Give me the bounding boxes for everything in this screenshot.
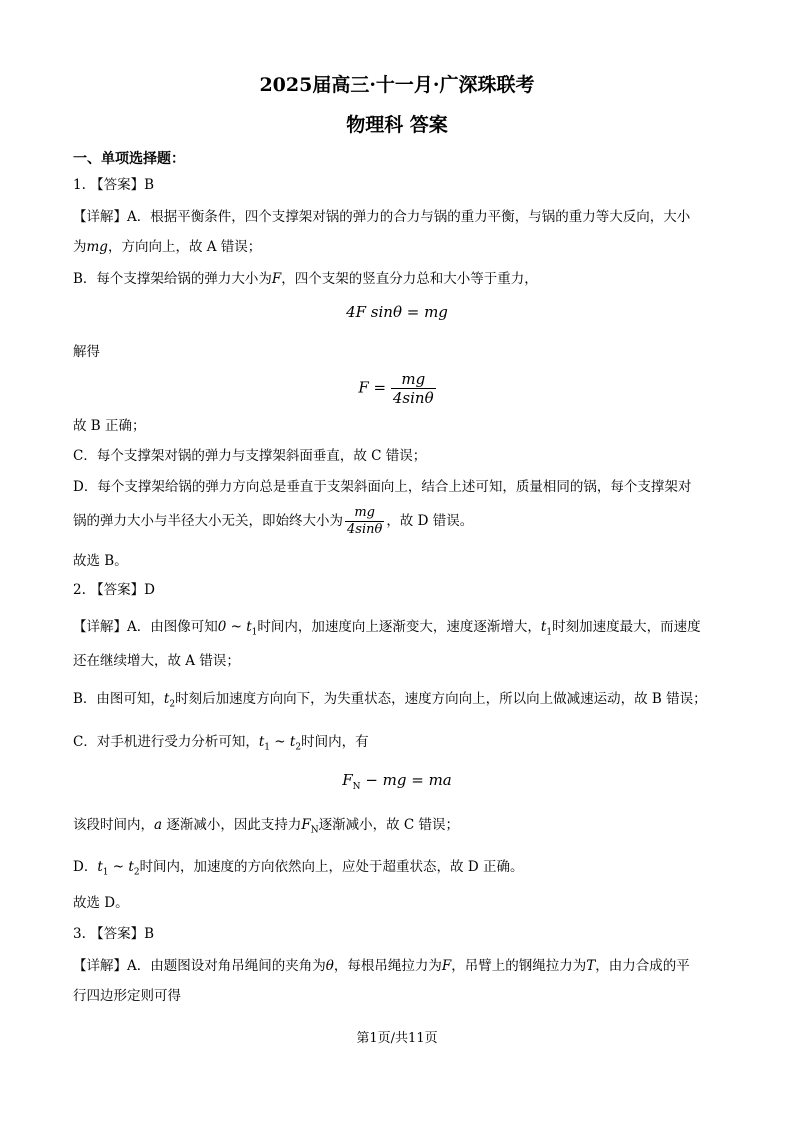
q2-explain-d: D．$t_1$ ~ $t_2$时间内，加速度的方向依然向上，应处于超重状态，故 D 正确。 — [73, 859, 524, 878]
page-subtitle: 物理科 答案 — [346, 114, 448, 136]
page-title: 2025届高三·十一月·广深珠联考 — [259, 74, 535, 96]
page-number: 第1页/共11页 — [356, 1031, 438, 1046]
q1-solve-label: 解得 — [73, 344, 100, 360]
q1-explain-a-line1: 【详解】A．根据平衡条件，四个支撑架对锅的弹力的合力与锅的重力平衡，与锅的重力等大反向，大小 — [73, 209, 691, 225]
q2-explain-c2: 该段时间内，a 逐渐减小，因此支持力$F_N$逐渐减小，故 C 错误； — [73, 817, 460, 836]
q1-b-result: 故 B 正确； — [73, 418, 146, 434]
fraction: $\frac{mg}{4\sin\theta}$ — [347, 505, 383, 537]
q1-explain-d-line2: 锅的弹力大小与半径大小无关，即始终大小为 $\frac{mg}{4\sin\theta}$ ，故 D 错误。 — [73, 505, 474, 537]
q2-explain-a-line2: 还在继续增大，故 A 错误； — [73, 653, 240, 669]
fraction: $\frac{mg}{4\sin\theta}$ — [392, 370, 434, 407]
q2-explain-b: B．由图可知，$t_2$时刻后加速度方向向下，为失重状态，速度方向向上，所以向上做减速运动，故 B 错误； — [73, 691, 707, 710]
q1-formula-result: F = $\frac{mg}{4\sin\theta}$ — [358, 370, 434, 407]
q1-explain-d-line1: D．每个支撑架给锅的弹力方向总是垂直于支架斜面向上，结合上述可知，质量相同的锅，每个支撑架对 — [73, 479, 692, 495]
q3-answer: 3. 【答案】B — [73, 926, 155, 942]
q1-answer: 1. 【答案】B — [73, 177, 155, 193]
q3-explain-a-line2: 行四边形定则可得 — [73, 988, 181, 1004]
q1-explain-b: B．每个支撑架给锅的弹力大小为F，四个支架的竖直分力总和大小等于重力， — [73, 271, 538, 287]
q2-answer: 2. 【答案】D — [73, 582, 155, 598]
q2-choose: 故选 D。 — [73, 895, 129, 911]
q2-formula: $F_N$ − mg = ma — [342, 771, 452, 792]
section-heading: 一、单项选择题： — [73, 151, 185, 167]
q3-explain-a-line1: 【详解】A．由题图设对角吊绳间的夹角为θ，每根吊绳拉力为F，吊臂上的钢绳拉力为T，由力合成的平 — [73, 958, 690, 974]
q1-explain-c: C．每个支撑架对锅的弹力与支撑架斜面垂直，故 C 错误； — [73, 448, 427, 464]
q1-explain-a-line2: 为mg，方向向上，故 A 错误； — [73, 239, 262, 255]
q2-explain-c: C．对手机进行受力分析可知，$t_1$ ~ $t_2$时间内，有 — [73, 734, 369, 753]
q1-formula-balance: 4F sinθ = mg — [346, 303, 448, 321]
q1-choose: 故选 B。 — [73, 553, 128, 569]
q2-explain-a-line1: 【详解】A．由图像可知0 ~ $t_1$时间内，加速度向上逐渐变大，速度逐渐增大，$t_1$时刻加速度最大，而速度 — [73, 619, 701, 638]
